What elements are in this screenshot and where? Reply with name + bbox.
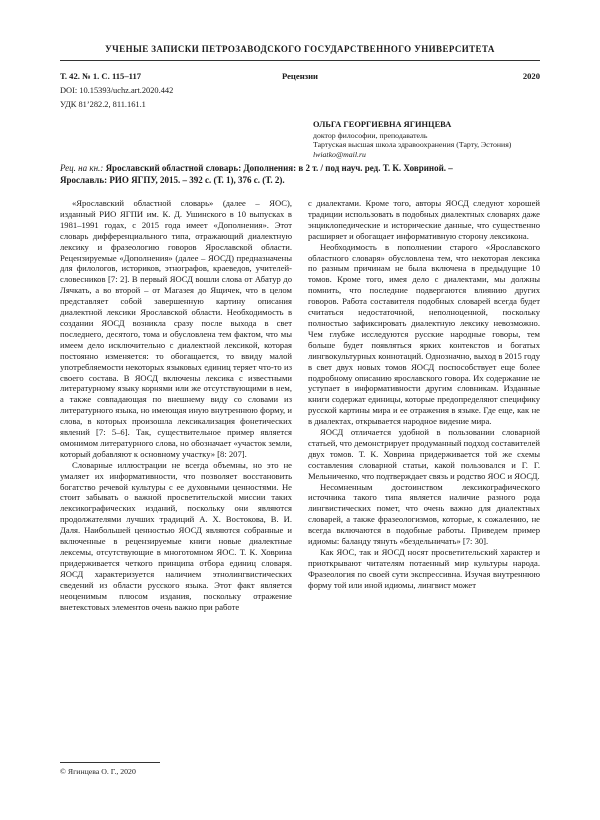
author-block (313, 120, 511, 159)
author-email: lwiatko@mail.ru (313, 149, 366, 159)
journal-header: УЧЕНЫЕ ЗАПИСКИ ПЕТРОЗАВОДСКОГО ГОСУДАРСТВЕННОГО УНИВЕРСИТЕТА (105, 44, 495, 54)
review-label: Рец. на кн.: (60, 163, 104, 173)
paragraph: ЯОСД отличается удобной в пользовании словарной статьей, что демонстрирует продуманный подход составителей двух томов. Т. К. Ховрина придерживается той же схемы составления словарной статьи, какой пользовался и Г. Г. Мельниченко, что подтверждает связь и родство ЯОС и ЯОСД. (308, 427, 540, 481)
author-degree: доктор философии, преподаватель (313, 131, 428, 141)
review-reference (60, 163, 540, 186)
paragraph: Несомненным достоинством лексикографического источника такого типа является наличие разного рода лингвистических помет, что очень важно для диалектных словарей, а также фразеологизмов, которые, к сожалению, не всегда включаются в подобные работы. Приведем пример идиомы: баланду тянуть «бездельничать» [7: 30]. (308, 481, 540, 547)
review-title-line1: Ярославский областной словарь: Дополнения: в 2 т. / под науч. ред. Т. К. Ховриной. – (105, 163, 453, 173)
paragraph: Необходимость в пополнении старого «Ярославского областного словаря» обусловлена тем, что некоторая лексика по разным причинам не была включена в предыдущие 10 томов. Кроме того, имея дело с диалектами, мы должны помнить, что последние подвергаются влиянию других говоров. Работа составителя подобных словарей всегда будет считаться недостаточной, неполноценной, поскольку полностью зафиксировать диалектную лексику невозможно. Чем глубже исследуются русские народные говоры, тем больше будет появляться ярких контекстов и богатых лингвокультурных коннотаций. Однозначно, выход в 2015 году в свет двух новых томов ЯОСД поспособствует еще более подробному описанию ярославского говора. Их содержание не уступает в информативности другим словникам. Изданные книги содержат единицы, которые предопределяют специфику русской картины мира и ее отражения в языке. Где еще, как не в диалектах, открывается народное видение мира. (308, 241, 540, 427)
right-column (308, 198, 540, 591)
issue-volume: Т. 42. № 1. С. 115–117 (60, 71, 142, 81)
left-column (60, 198, 292, 612)
author-name: ОЛЬГА ГЕОРГИЕВНА ЯГИНЦЕВА (313, 120, 452, 129)
header-rule (60, 60, 540, 61)
author-organization: Тартуская высшая школа здравоохранения (Тарту, Эстония) (313, 140, 512, 150)
paragraph: «Ярославский областной словарь» (далее – ЯОС), изданный РИО ЯГПИ им. К. Д. Ушинского в 10 выпусках в 1981–1991 годах, с 2015 года имеет «Дополнения». Этот словарь дифференциального типа, отражающий диалектную лексику и фразеологию говоров Ярославской области. Рецензируемые «Дополнения» (далее – ЯОСД) предназначены для филологов, историков, этнографов, краеведов, учителей-словесников [7: 2]. В первый ЯОСД вошли слова от Абатур до Лячкать, а во второй – от Магазея до Ящичек, что в целом представляет собой завершенную картину описания диалектной лексики Ярославской области. Необходимость в создании ЯОСД возникла сразу после выхода в свет последнего, десятого, тома и обусловлена тем фактом, что мы имеем дело исключительно с диалектной лексикой, которая постоянно изменяется: то обогащается, то ввиду малой употребляемости некоторых языковых единиц теряет что-то из своего состава. В ЯОСД включены лексика с известными литературному языку корнями или же отсутствующими в нем, а также совпадающая по внешнему виду со словами из литературного языка, но имеющая иную внутреннюю форму, и слова, в которых произошла лексикализация фонетических явлений [7: 5–6]. Так, существительное пример является омонимом литературного слова, но обозначает «участок земли, который добавляют к основному участку» [8: 207]. (60, 198, 292, 459)
paragraph: Как ЯОС, так и ЯОСД носят просветительский характер и приоткрывают читателям потаенный мир культуры народа. Фразеология по своей сути экспрессивна. Изучая внутреннюю форму той или иной идиомы, лингвист может (308, 547, 540, 590)
copyright: © Ягинцева О. Г., 2020 (60, 767, 136, 776)
issue-year: 2020 (522, 71, 540, 81)
section-name: Рецензии (281, 71, 319, 81)
paragraph: с диалектами. Кроме того, авторы ЯОСД следуют хорошей традиции использовать в подобных диалектных словарях даже энциклопедические и исторические данные, что существенно расширяет и обогащает информативную сторону лексикона. (308, 198, 540, 241)
udk: УДК 81’282.2, 811.161.1 (60, 100, 146, 109)
review-title-line2: Ярославль: РИО ЯГПУ, 2015. – 392 с. (Т. 1), 376 с. (Т. 2). (60, 174, 285, 185)
doi: DOI: 10.15393/uchz.art.2020.442 (60, 86, 174, 95)
footnote-rule (60, 762, 160, 763)
paragraph: Словарные иллюстрации не всегда объемны, но это не умаляет их информативности, что позволяет восстановить богатство речевой культуры с ее духовными ценностями. Не стоит забывать о важной просветительской миссии таких лексикографических изданий, поскольку они являются продолжателями лучших традиций А. Х. Востокова, В. И. Даля. Наибольшей ценностью ЯОСД являются собранные и включенные в рецензируемые книги новые диалектные лексемы, отсутствующие в многотомном ЯОС. Т. К. Ховрина придерживается четкого принципа отбора единиц словаря. ЯОСД характеризуется наличием этнолингвистических сведений из области русского языка. Этот факт является неоценимым плюсом издания, поскольку отражение внетекстовых элементов очень важно при работе (60, 459, 292, 612)
